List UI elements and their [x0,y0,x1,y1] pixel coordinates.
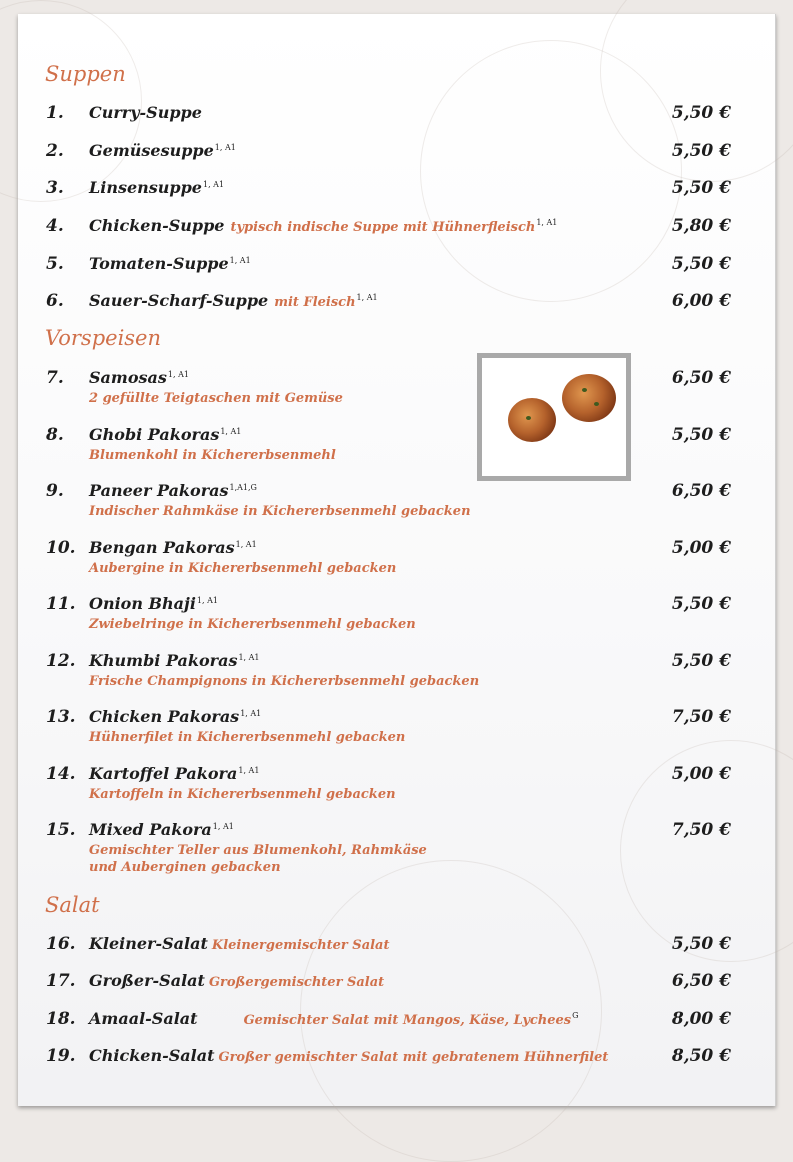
item-description: 2 gefüllte Teigtaschen mit Gemüse [89,391,343,406]
menu-item [0,425,793,463]
item-description: typisch indische Suppe mit Hühnerfleisch [230,220,536,235]
item-name: Kleiner-Salat Kleinergemischter Salat [89,934,390,953]
item-price: 5,50 € [671,141,731,161]
item-description: Gemischter Teller aus Blumenkohl, Rahmkäse und Auberginen gebacken [89,843,427,875]
item-price: 6,00 € [671,291,731,311]
item-name: Curry-Suppe [89,103,202,122]
item-price: 5,50 € [671,594,731,614]
item-description: Großer gemischter Salat mit gebratenem Hühnerfilet [218,1050,609,1065]
item-price: 6,50 € [671,368,731,388]
allergen-codes: 1, A1 [536,218,558,227]
item-name: Tomaten-Suppe$^{1, A1}$ [89,254,251,273]
menu-item [0,707,793,745]
section-title-salat: Salat [45,893,100,917]
item-price: 6,50 € [671,971,731,991]
menu-item [0,291,793,315]
item-name: Großer-Salat Großergemischter Salat [89,971,385,990]
item-description: Zwiebelringe in Kichererbsenmehl gebacken [89,617,416,632]
section-title-suppen: Suppen [45,62,126,86]
allergen-codes: 1,A1,G [229,483,257,492]
item-price: 5,50 € [671,178,731,198]
allergen-codes: G [572,1011,579,1020]
item-name: Chicken Pakoras$^{1, A1}$ [89,707,262,726]
menu-item [0,216,793,240]
herb-speck [594,402,599,406]
item-number: 12. [46,651,76,671]
item-price: 7,50 € [671,707,731,727]
allergen-codes: 1, A1 [214,143,236,152]
item-name: Kartoffel Pakora$^{1, A1}$ [89,764,260,783]
herb-speck [526,416,531,420]
item-description: Kleinergemischter Salat [211,938,390,953]
item-price: 5,50 € [671,254,731,274]
allergen-codes: 1, A1 [212,822,234,831]
item-price: 5,50 € [671,425,731,445]
item-number: 13. [46,707,76,727]
menu-item [0,820,793,880]
allergen-codes: 1, A1 [235,540,257,549]
item-name: Ghobi Pakoras$^{1, A1}$ [89,425,242,444]
item-number: 14. [46,764,76,784]
menu-item [0,1009,793,1033]
menu-item [0,254,793,278]
allergen-codes: 1, A1 [229,256,251,265]
menu-item [0,934,793,958]
item-name: Mixed Pakora$^{1, A1}$ [89,820,234,839]
menu-item [0,481,793,519]
allergen-codes: 1, A1 [196,596,218,605]
item-number: 19. [46,1046,76,1066]
item-number: 3. [46,178,64,198]
item-name: Linsensuppe$^{1, A1}$ [89,178,225,197]
item-name: Chicken-Salat Großer gemischter Salat mit gebratenem Hühnerfilet [89,1046,609,1065]
item-price: 5,00 € [671,764,731,784]
item-name: Onion Bhaji$^{1, A1}$ [89,594,218,613]
item-price: 5,50 € [671,934,731,954]
item-number: 6. [46,291,64,311]
item-price: 5,50 € [671,103,731,123]
item-price: 6,50 € [671,481,731,501]
item-name: Amaal-Salat Gemischter Salat mit Mangos, Käse, Lychees$^G$ [89,1009,579,1028]
item-description: Aubergine in Kichererbsenmehl gebacken [89,561,397,576]
item-number: 10. [46,538,76,558]
item-description: Hühnerfilet in Kichererbsenmehl gebacken [89,730,406,745]
allergen-codes: 1, A1 [167,370,189,379]
menu-item [0,141,793,165]
item-price: 8,00 € [671,1009,731,1029]
menu-item [0,971,793,995]
item-number: 18. [46,1009,76,1029]
menu-item [0,1046,793,1070]
item-description: Kartoffeln in Kichererbsenmehl gebacken [89,787,396,802]
item-number: 11. [46,594,76,614]
item-number: 9. [46,481,64,501]
item-name: Gemüsesuppe$^{1, A1}$ [89,141,236,160]
item-description: Indischer Rahmkäse in Kichererbsenmehl gebacken [89,504,471,519]
item-price: 5,00 € [671,538,731,558]
item-price: 8,50 € [671,1046,731,1066]
item-number: 16. [46,934,76,954]
item-number: 1. [46,103,64,123]
item-description: Frische Champignons in Kichererbsenmehl gebacken [89,674,480,689]
menu-item [0,594,793,632]
allergen-codes: 1, A1 [238,766,260,775]
menu-item [0,368,793,406]
menu-item [0,103,793,127]
item-number: 4. [46,216,64,236]
menu-item [0,178,793,202]
item-description: Blumenkohl in Kichererbsenmehl [89,448,336,463]
section-title-vorspeisen: Vorspeisen [45,326,162,350]
item-number: 2. [46,141,64,161]
item-price: 5,80 € [671,216,731,236]
item-description: Gemischter Salat mit Mangos, Käse, Lychees [243,1013,572,1028]
allergen-codes: 1, A1 [202,180,225,189]
item-name: Paneer Pakoras$^{1,A1,G}$ [89,481,257,500]
item-description: mit Fleisch [274,295,356,310]
item-name: Chicken-Suppe typisch indische Suppe mit Hühnerfleisch$^{1, A1}$ [89,216,558,235]
item-name: Bengan Pakoras$^{1, A1}$ [89,538,257,557]
item-number: 7. [46,368,64,388]
item-number: 17. [46,971,76,991]
item-price: 5,50 € [671,651,731,671]
item-description: Großergemischter Salat [208,975,385,990]
item-number: 8. [46,425,64,445]
allergen-codes: 1, A1 [356,293,378,302]
menu-item [0,651,793,689]
menu-item [0,764,793,802]
allergen-codes: 1, A1 [240,709,262,718]
item-number: 15. [46,820,76,840]
item-price: 7,50 € [671,820,731,840]
allergen-codes: 1, A1 [220,427,242,436]
item-number: 5. [46,254,64,274]
allergen-codes: 1, A1 [238,653,260,662]
item-name: Samosas$^{1, A1}$ [89,368,189,387]
item-name: Khumbi Pakoras$^{1, A1}$ [89,651,260,670]
menu-item [0,538,793,576]
item-name: Sauer-Scharf-Suppe mit Fleisch$^{1, A1}$ [89,291,378,310]
